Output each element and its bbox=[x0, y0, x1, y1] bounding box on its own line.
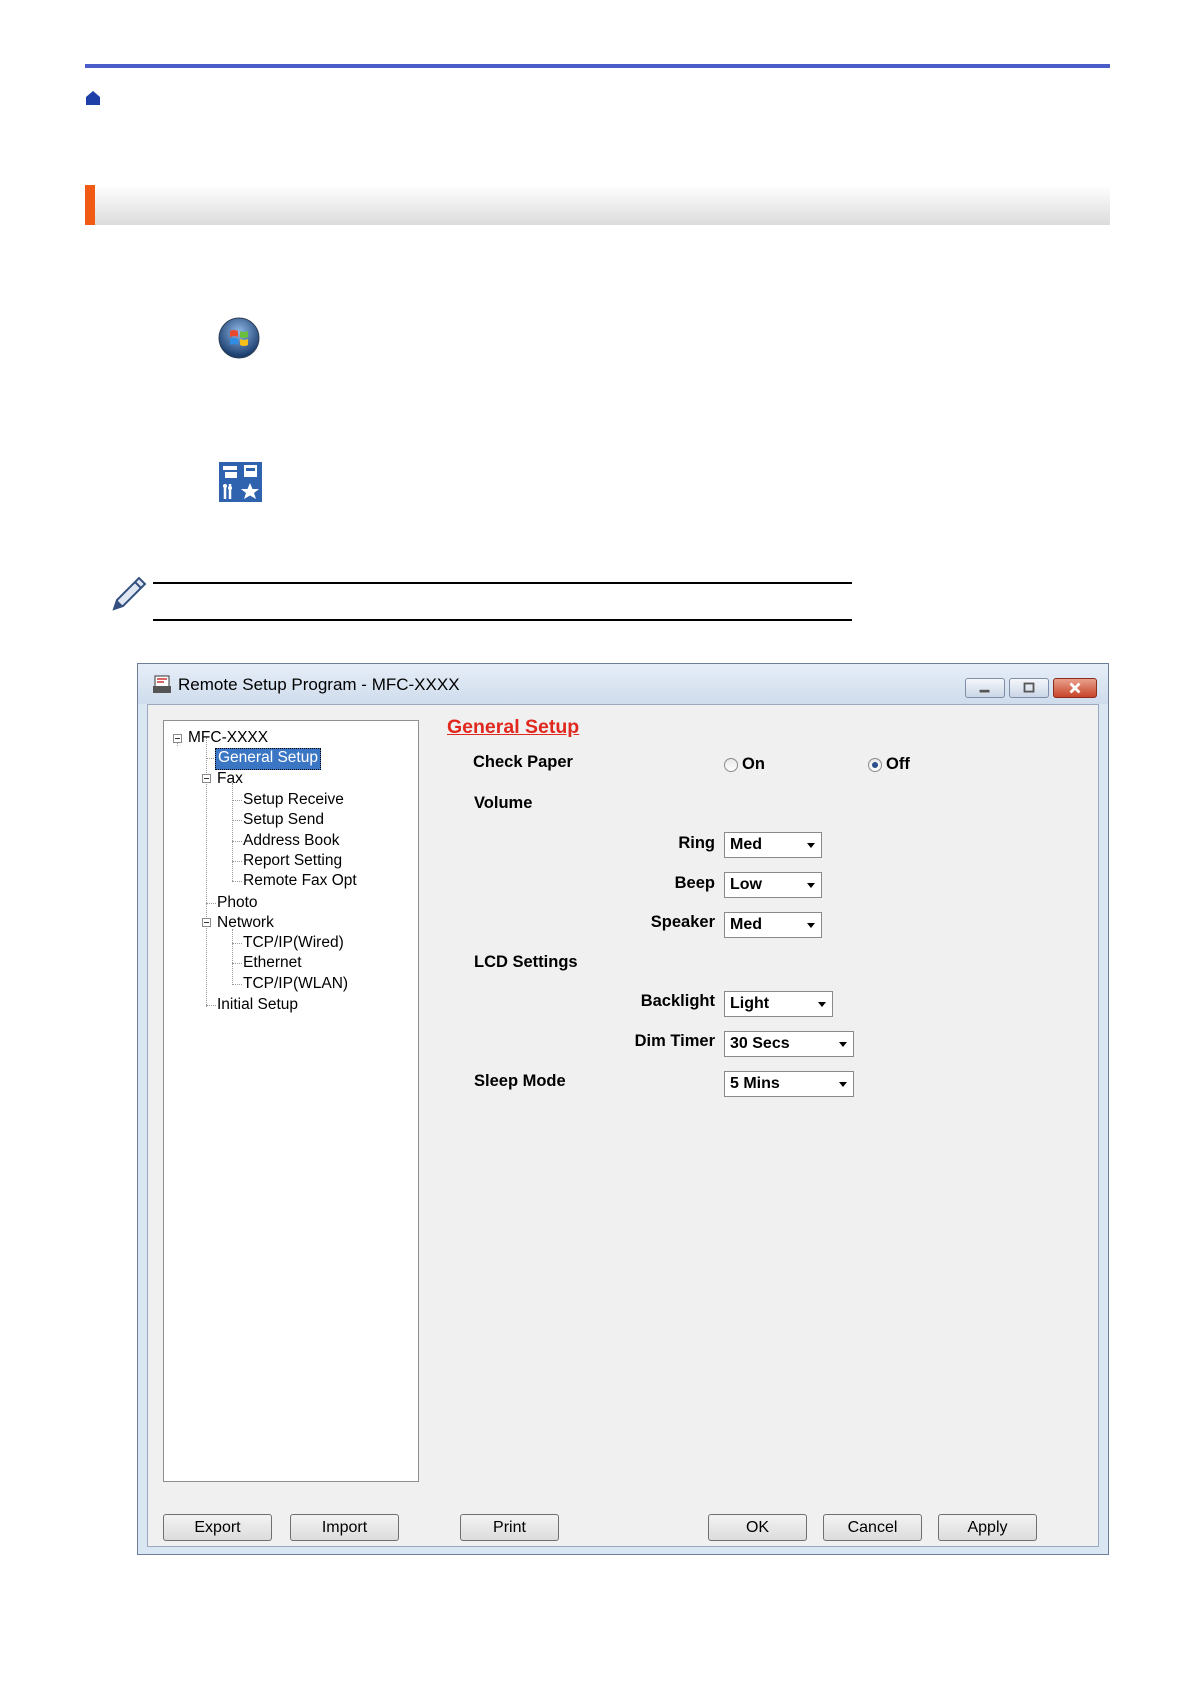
maximize-button[interactable] bbox=[1009, 678, 1049, 698]
top-rule bbox=[85, 64, 1110, 68]
speaker-select[interactable] bbox=[724, 912, 822, 938]
chevron-down-icon bbox=[807, 843, 815, 848]
title-bar[interactable] bbox=[138, 664, 1108, 704]
speaker-label: Speaker bbox=[650, 913, 715, 931]
check-paper-on-radio[interactable] bbox=[724, 758, 738, 772]
chevron-down-icon bbox=[839, 1042, 847, 1047]
ring-label: Ring bbox=[678, 834, 715, 852]
tree-collapse-fax[interactable] bbox=[202, 774, 211, 783]
tree-node-network[interactable]: Network bbox=[217, 914, 274, 931]
tree-node-initial-setup[interactable]: Initial Setup bbox=[217, 996, 298, 1013]
remote-setup-icon bbox=[219, 462, 262, 502]
tree-collapse-network[interactable] bbox=[202, 918, 211, 927]
note-rule-top bbox=[153, 582, 852, 584]
tree-node-root[interactable]: MFC-XXXX bbox=[188, 729, 269, 746]
dialog-client-area bbox=[147, 704, 1099, 1547]
panel-title: General Setup bbox=[447, 716, 580, 738]
note-rule-bottom bbox=[153, 619, 852, 621]
settings-tree[interactable] bbox=[163, 720, 419, 1482]
minimize-button[interactable] bbox=[965, 678, 1005, 698]
tree-node-tcpip-wlan[interactable]: TCP/IP(WLAN) bbox=[243, 975, 349, 992]
lcd-settings-label: LCD Settings bbox=[474, 953, 578, 971]
tree-node-address-book[interactable]: Address Book bbox=[243, 832, 340, 849]
pencil-icon bbox=[108, 573, 150, 615]
ring-select[interactable] bbox=[724, 832, 822, 858]
dim-timer-value: 30 Secs bbox=[730, 1035, 790, 1052]
check-paper-label: Check Paper bbox=[473, 753, 573, 771]
export-button[interactable]: Export bbox=[163, 1514, 272, 1541]
section-accent bbox=[85, 185, 95, 225]
remote-setup-dialog bbox=[137, 663, 1109, 1555]
tree-collapse-root[interactable] bbox=[173, 734, 182, 743]
dim-timer-select[interactable] bbox=[724, 1031, 854, 1057]
section-heading-bar bbox=[85, 185, 1110, 225]
backlight-select[interactable] bbox=[724, 991, 833, 1017]
beep-select[interactable] bbox=[724, 872, 822, 898]
check-paper-off-label[interactable]: Off bbox=[886, 755, 910, 773]
chevron-down-icon bbox=[839, 1082, 847, 1087]
app-icon bbox=[152, 674, 172, 694]
beep-label: Beep bbox=[674, 874, 715, 892]
windows-start-icon bbox=[218, 317, 260, 359]
tree-node-report-setting[interactable]: Report Setting bbox=[243, 852, 343, 869]
tree-node-ethernet[interactable]: Ethernet bbox=[243, 954, 302, 971]
volume-label: Volume bbox=[474, 794, 533, 812]
close-button[interactable] bbox=[1053, 678, 1097, 698]
sleep-mode-label: Sleep Mode bbox=[474, 1072, 566, 1090]
print-button[interactable]: Print bbox=[460, 1514, 559, 1541]
sleep-mode-select[interactable] bbox=[724, 1071, 854, 1097]
check-paper-off-radio[interactable] bbox=[868, 758, 882, 772]
tree-node-setup-receive[interactable]: Setup Receive bbox=[243, 791, 344, 808]
cancel-button[interactable]: Cancel bbox=[823, 1514, 922, 1541]
tree-node-setup-send[interactable]: Setup Send bbox=[243, 811, 325, 828]
dim-timer-label: Dim Timer bbox=[634, 1032, 715, 1050]
tree-node-tcpip-wired[interactable]: TCP/IP(Wired) bbox=[243, 934, 344, 951]
sleep-mode-value: 5 Mins bbox=[730, 1075, 780, 1092]
speaker-value: Med bbox=[730, 916, 762, 933]
check-paper-on-label[interactable]: On bbox=[742, 755, 765, 773]
backlight-value: Light bbox=[730, 995, 770, 1012]
chevron-down-icon bbox=[807, 923, 815, 928]
chevron-down-icon bbox=[807, 883, 815, 888]
import-button[interactable]: Import bbox=[290, 1514, 399, 1541]
chevron-down-icon bbox=[818, 1002, 826, 1007]
ring-value: Med bbox=[730, 836, 762, 853]
ok-button[interactable]: OK bbox=[708, 1514, 807, 1541]
tree-node-photo[interactable]: Photo bbox=[217, 894, 258, 911]
tree-node-remote-fax-opt[interactable]: Remote Fax Opt bbox=[243, 872, 357, 889]
beep-value: Low bbox=[730, 876, 762, 893]
apply-button[interactable]: Apply bbox=[938, 1514, 1037, 1541]
window-title: Remote Setup Program - MFC-XXXX bbox=[178, 675, 460, 694]
tree-node-general-setup[interactable]: General Setup bbox=[215, 748, 321, 770]
tree-node-fax[interactable]: Fax bbox=[217, 770, 243, 787]
home-icon[interactable] bbox=[85, 90, 101, 106]
backlight-label: Backlight bbox=[640, 992, 715, 1010]
